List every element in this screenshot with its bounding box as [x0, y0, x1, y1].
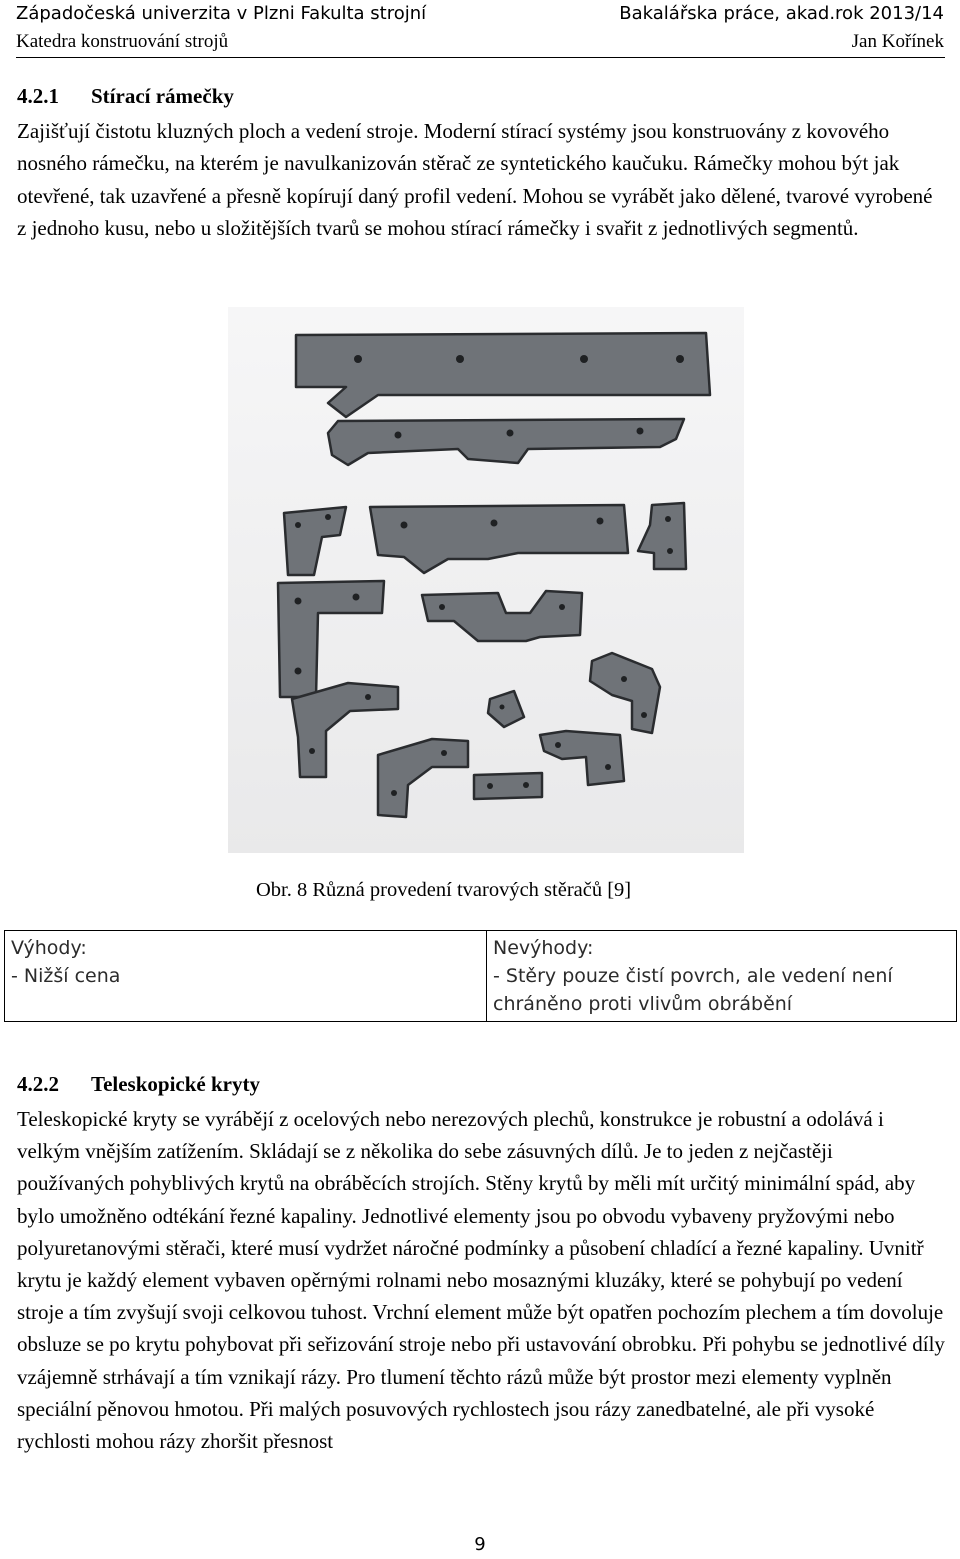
section-title: Stírací rámečky	[91, 84, 234, 108]
advantages-header: Výhody:	[11, 937, 87, 959]
section-heading-4-2-1	[17, 84, 234, 109]
disadvantages-header: Nevýhody:	[493, 937, 594, 959]
pros-cons-table	[4, 930, 957, 1022]
section-paragraph: Teleskopické kryty se vyrábějí z ocelových nebo nerezových plechů, konstrukce je robustní a odolává i velkým vnějším zatížením. Skládají se z několika do sebe zásuvných dílů. Je to jeden z nejčastěji používaných pohyblivých krytů na obráběcích strojích. Stěny krytů by měli mít určitý minimální spád, aby bylo umožněno odtékání řezné kapaliny. Jednotlivé elementy jsou po obvodu vybaveny pryžovými nebo polyuretanovými stěrači, které musí vydržet náročné podmínky a působení chladící a řezné kapaliny. Uvnitř krytu je každý element vybaven opěrnými rolnami nebo mosaznými kluzáky, které se pohybují po vedení stroje a tím zvyšují svoji celkovou tuhost. Vrchní element může být opatřen pochozím plechem a tím dovoluje obsluze se po krytu pohybovat při seřizování stroje nebo při ustavování obrobku. Při pohybu se jednotlivé díly vzájemně strhávají a tím vznikají rázy. Pro tlumení těchto rázů může být prostor mezi elementy vyplněn speciální pěnovou hmotou. Při malých posuvových rychlostech jsou rázy zanedbatelné, ale při vysoké rychlosti mohou rázy zhoršit přesnost	[17, 1107, 945, 1454]
header-thesis-info: Bakalářska práce, akad.rok 2013/14	[619, 3, 944, 24]
disadvantages-item: - Stěry pouze čistí povrch, ale vedení není chráněno proti vlivům obrábění	[493, 965, 893, 1015]
header-divider	[16, 57, 945, 58]
section-heading-4-2-2	[17, 1072, 260, 1097]
section-number: 4.2.1	[17, 84, 59, 108]
advantages-item: - Nižší cena	[11, 965, 121, 987]
header-department: Katedra konstruování strojů	[16, 31, 229, 52]
section-paragraph: Zajišťují čistotu kluzných ploch a vedení stroje. Moderní stírací systémy jsou konstruovány z kovového nosného rámečku, na kterém je navulkanizován stěrač ze syntetického kaučuku. Rámečky mohou být jak otevřené, tak uzavřené a přesně kopírují daný profil vedení. Mohou se vyrábět jako dělené, tvarové vyrobené z jednoho kusu, nebo u složitějších tvarů se mohou stírací rámečky i svařit z jednotlivých segmentů.	[17, 119, 933, 240]
figure-caption: Obr. 8 Různá provedení tvarových stěračů [9]	[256, 879, 632, 901]
header-author: Jan Kořínek	[851, 31, 944, 52]
section-title: Teleskopické kryty	[91, 1072, 260, 1096]
advantages-cell	[5, 931, 487, 1022]
wiper-frames-photo	[228, 307, 744, 853]
table-row	[5, 931, 957, 1022]
header-university: Západočeská univerzita v Plzni Fakulta strojní	[16, 3, 427, 24]
page-number: 9	[474, 1534, 486, 1555]
section-number: 4.2.2	[17, 1072, 59, 1096]
disadvantages-cell	[487, 931, 957, 1022]
